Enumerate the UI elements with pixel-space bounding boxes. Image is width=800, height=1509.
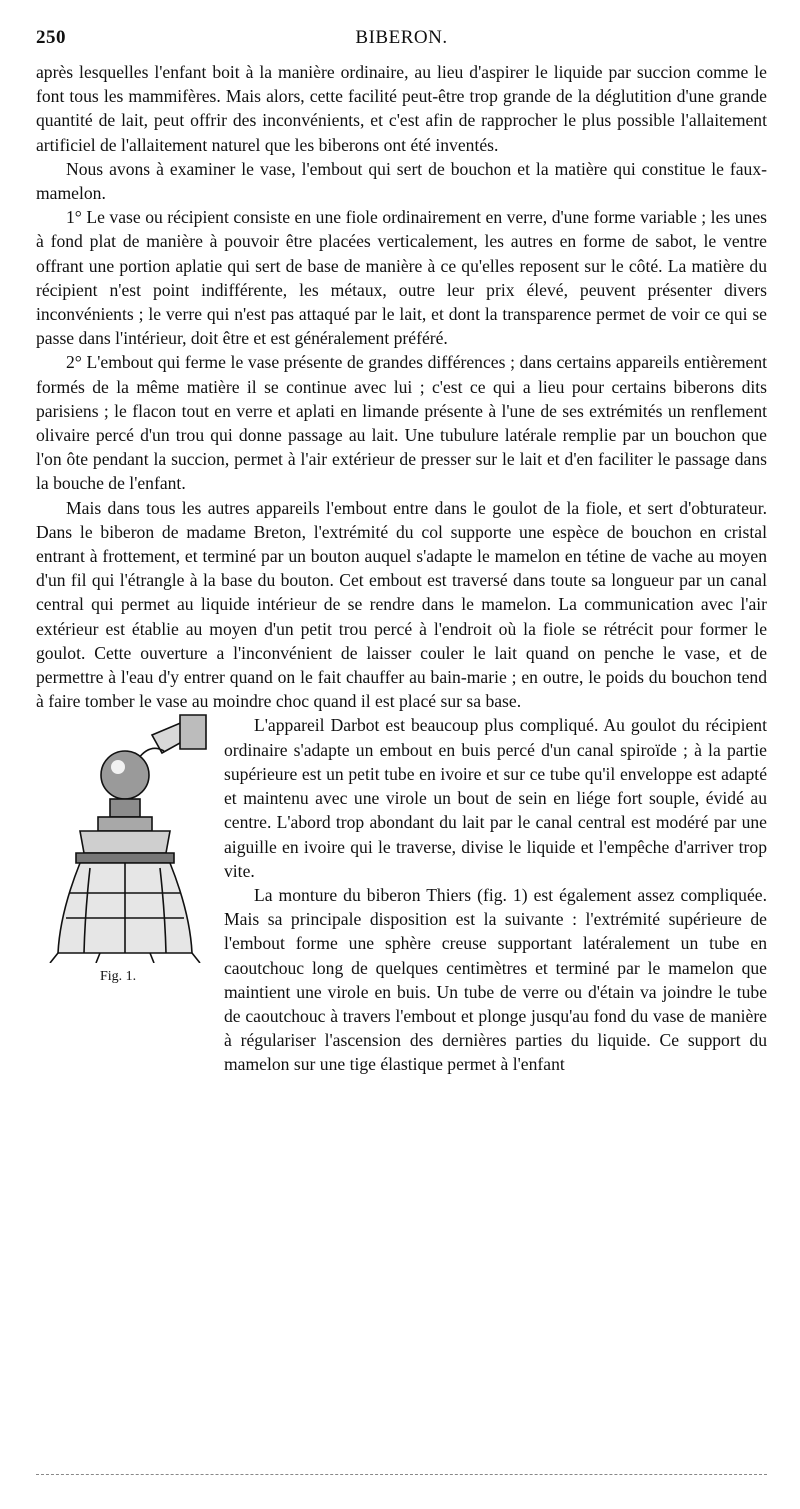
paragraph-5: Mais dans tous les autres appareils l'embout entre dans le goulot de la fiole, et sert d'obturateur. Dans le biberon de madame Breton, l'extrémité du col supporte une espèce de bouchon en cristal entrant à frottement, et terminé par un bouton auquel s'adapte le mamelon en tétine de vache au moyen d'un fil qui l'étrangle à la base du bouton. Cet embout est traversé dans toute sa longueur par un canal central qui permet au liquide intérieur de se rendre dans le mamelon. La communication avec l'air extérieur est établie au moyen d'un petit trou percé à l'endroit où la fiole se rétrécit pour former le goulot. Cette ouverture a l'inconvénient de laisser couler le lait quand on penche le vase, et de permettre à l'eau d'y entrer quand on le fait chauffer au bain-marie ; en outre, le poids du bouchon tend à faire tomber le vase au moindre choc quand il est placé sur sa base. [36, 497, 767, 712]
footer-rule [36, 1474, 767, 1475]
paragraph-1: après lesquelles l'enfant boit à la manière ordinaire, au lieu d'aspirer le liquide par succion comme le font tous les mammifères. Mais alors, cette facilité peut-être trop grande de la déglutition d'une grande quantité de lait, peut offrir des inconvénients, et c'est afin de rapprocher le plus possible l'allaitement artificiel de l'allaitement naturel que les biberons ont été inventés. [36, 62, 767, 155]
figure-1 [36, 713, 216, 1053]
running-title: BIBERON. [355, 27, 448, 48]
running-header [36, 27, 767, 55]
page-number: 250 [36, 27, 66, 48]
paragraph-3: 1° Le vase ou récipient consiste en une fiole ordinairement en verre, d'une forme variable ; les unes à fond plat de manière à pouvoir être placées verticalement, les autres en forme de sabot, le ventre offrant une portion aplatie qui sert de base de manière à ce qu'elles reposent sur le côté. La matière du récipient n'est point indifférente, les métaux, outre leur prix élevé, peuvent présenter divers inconvénients ; le verre qui n'est pas attaqué par le lait, et dont la transparence permet de voir ce qui se passe dans l'intérieur, doit être et est généralement préféré. [36, 207, 767, 349]
paragraph-4: 2° L'embout qui ferme le vase présente de grandes différences ; dans certains appareils entièrement formés de la même matière il se continue avec lui ; c'est ce qui a lieu pour certains biberons dits parisiens ; le flacon tout en verre et aplati en limande présente à l'une de ses extrémités un renflement olivaire percé d'un trou qui donne passage au lait. Une tubulure latérale remplie par un bouchon que l'on ôte pendant la succion, permet à l'air extérieur de presser sur le lait et d'en faciliter le passage dans la bouche de l'enfant. [36, 352, 767, 494]
paragraph-2: Nous avons à examiner le vase, l'embout qui sert de bouchon et la matière qui constitue le faux-mamelon. [36, 158, 767, 204]
paragraph-6: L'appareil Darbot est beaucoup plus compliqué. Au goulot du récipient ordinaire s'adapte un embout en buis percé d'un canal spiroïde ; à la partie supérieure est un petit tube en ivoire et sur ce tube qu'il enveloppe est adapté et maintenu avec une virole un bout de sein en liége fort souple, évidé au centre. L'abord trop abondant du lait par le canal central est modéré par une aiguille en ivoire qui le traverse, divise le liquide et l'empêche d'arriver trop vite. [224, 715, 767, 881]
figure-caption: Fig. 1. [100, 969, 137, 985]
paragraph-7: La monture du biberon Thiers (fig. 1) est également assez compliquée. Mais sa principale disposition est la suivante : l'extrémité supérieure de l'embout forme une sphère creuse supportant latéralement un tube en caoutchouc long de quelques centimètres et terminé par le mamelon que maintient une virole en buis. Un tube de verre ou d'étain va joindre le tube de caoutchouc à travers l'embout et plonge jusqu'au fond du vase de manière à régulariser l'ascension des dernières parties du liquide. Ce support du mamelon sur une tige élastique permet à l'enfant [224, 884, 767, 1075]
biberon-thiers-illustration [40, 713, 210, 963]
body-text [36, 60, 767, 1077]
